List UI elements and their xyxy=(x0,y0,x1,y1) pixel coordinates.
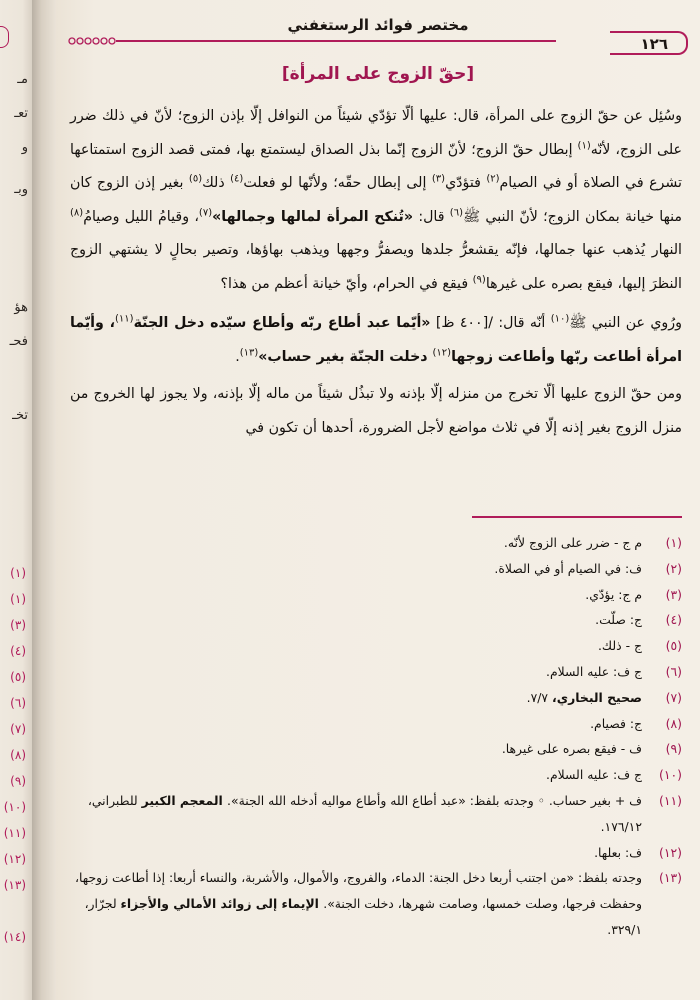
footnote-text xyxy=(70,865,642,942)
footnote-text: ج: فصيام. xyxy=(590,715,642,731)
footnote xyxy=(70,736,682,762)
footnote-number: (١٠) xyxy=(659,767,682,783)
footnote xyxy=(70,607,682,633)
paragraph xyxy=(70,100,682,301)
footnote-body: ف + بغير حساب. ◦ وجدته بلفظ: «عبد أطاع الله وأطاع مواليه أدخله الله الجنة». xyxy=(227,792,642,808)
footnote-text: ف: في الصيام أو في الصلاة. xyxy=(494,560,642,576)
adjacent-text-fragment: و xyxy=(21,140,28,155)
adjacent-text-fragment: تعـ xyxy=(14,106,28,121)
footnote-text: ج ف: عليه السلام. xyxy=(546,767,642,783)
adjacent-footnote-number: (٥) xyxy=(10,670,26,684)
footnote xyxy=(70,530,682,556)
adjacent-footnote-number: (٧) xyxy=(10,722,26,736)
adjacent-text-fragment: فحـ xyxy=(9,334,28,349)
running-title: مختصر فوائد الرستغفني xyxy=(287,16,469,34)
footnote-text xyxy=(70,685,642,711)
footnote-number: (١) xyxy=(665,535,682,550)
footnote-text: م ج - ضرر على الزوج لأنّه. xyxy=(503,535,642,550)
source-title: صحيح البخاري، xyxy=(552,689,642,705)
footnote-ref: (٣) xyxy=(431,173,446,185)
source-title: المعجم الكبير xyxy=(141,792,228,808)
footnote-text: ج ف: عليه السلام. xyxy=(546,663,642,679)
footnote xyxy=(70,762,682,788)
book-spine xyxy=(32,0,56,1000)
footnote xyxy=(70,582,682,608)
footnote-ref: (٨) xyxy=(70,206,84,218)
footnote-ref: (٩) xyxy=(472,273,486,285)
manuscript-folio-marker: أنّه قال: /[٤٠٠ ظ] xyxy=(430,315,551,331)
footnote-number: (٤) xyxy=(665,612,682,628)
hadith-quote: دخلت الجنّة بغير حساب» xyxy=(258,348,433,365)
adjacent-page-header-frame xyxy=(0,26,9,48)
footnote-number: (١٣) xyxy=(659,870,682,886)
page-number-frame xyxy=(610,31,688,55)
text-run: فتؤدّي xyxy=(445,175,487,191)
adjacent-text-fragment: هؤ xyxy=(14,300,28,315)
adjacent-page-edge xyxy=(0,0,32,1000)
main-text xyxy=(70,100,682,445)
footnotes xyxy=(70,530,682,943)
text-run: فيقع في الحرام، وأيّ خيانة أعظم من هذا؟ xyxy=(220,275,473,292)
hadith-quote: «أيّما عبد أطاع ربّه وأطاع سيّده دخل الجنّة xyxy=(133,315,431,331)
footnote-number: (٥) xyxy=(665,638,682,654)
footnote xyxy=(70,556,682,582)
source-title: الإيماء إلى زوائد الأمالي والأجزاء xyxy=(120,896,324,912)
footnote-separator xyxy=(472,516,682,518)
footnote xyxy=(70,633,682,659)
footnote-number: (١١) xyxy=(659,792,682,808)
adjacent-footnote-number: (١١) xyxy=(3,826,26,840)
header-ornament-icon xyxy=(64,33,120,49)
footnote xyxy=(70,788,682,840)
footnote-text: ف: بعلها. xyxy=(594,844,642,860)
footnote-ref: (١٣) xyxy=(239,346,259,358)
adjacent-footnote-number: (١) xyxy=(10,592,26,606)
adjacent-footnote-number: (١) xyxy=(10,566,26,580)
book-page xyxy=(56,0,700,1000)
footnote-ref: (٦) xyxy=(449,206,463,218)
hadith-quote: ، وأيّما امرأة أطاعت ربّها وأطاعت زوجها xyxy=(70,315,682,365)
adjacent-footnote-number: (١٠) xyxy=(3,800,26,814)
footnote-ref: (٢) xyxy=(486,173,500,185)
section-title: [حقّ الزوج على المرأة] xyxy=(281,64,475,84)
footnote-ref: (١٢) xyxy=(432,346,452,358)
text-run: قال: xyxy=(413,208,450,225)
text-run: إلى إبطال حقّه؛ ولأنّها لو فعلت xyxy=(243,175,432,191)
text-run: . xyxy=(235,348,240,365)
adjacent-footnote-number: (٦) xyxy=(10,696,26,710)
footnote-text: ج: صلّت. xyxy=(595,612,642,628)
text-run: وسُئِل عن حقّ الزوج على المرأة، قال: عليها ألّا تؤدّي شيئاً من النوافل إلّا بإذن الزوج؛ لأنّ في ذلك ضرر على الزوج، لأنّه xyxy=(70,108,682,158)
header-rule xyxy=(116,40,556,42)
footnote-number: (٩) xyxy=(665,741,682,757)
adjacent-footnote-number: (٨) xyxy=(10,748,26,762)
footnote xyxy=(70,685,682,711)
page-number: ١٢٦ xyxy=(640,35,668,53)
footnote-ref: (١) xyxy=(577,139,591,151)
adjacent-text-fragment: تخـ xyxy=(12,408,28,423)
source-ref: للطبراني، ١٧٦/١٢. xyxy=(87,792,642,834)
footnote-ref: (١٠) xyxy=(550,313,570,325)
adjacent-footnote-number: (١٣) xyxy=(3,878,26,892)
adjacent-footnote-number: (٩) xyxy=(10,774,26,788)
adjacent-footnote-number: (١٢) xyxy=(3,852,26,866)
adjacent-footnote-number: (١٤) xyxy=(3,930,26,944)
footnote-ref: (٧) xyxy=(198,206,213,218)
paragraph: ومن حقّ الزوج عليها ألّا تخرج من منزله إلّا بإذنه ولا تبذُل شيئاً من ماله إلّا بإذنه، ولا يجوز لها الخروج من منزل الزوج بغير إذنه إلّا في ثلاث مواضع لأجل الضرورة، أحدها أن تكون في xyxy=(70,386,682,436)
footnote-ref: (١١) xyxy=(115,313,134,325)
footnote-number: (٣) xyxy=(665,586,682,602)
footnote-body: وجدته بلفظ: «من اجتنب أربعا دخل الجنة: الدماء، والفروج، والأموال، والأشربة، والنساء أربعا: إذا أطاعت زوجها، وحفظت فرجها، وصلت خمسها، وصامت شهرها، دخلت الجنة». xyxy=(74,870,642,912)
footnote-text: م ج: يؤدّي. xyxy=(585,586,642,602)
text-run: إبطال حقّ الزوج؛ لأنّ الزوج إنّما بذل الصداق ليستمتع بها، فمتى قصد الزوج استمتاعها تشرع في الصلاة أو في الصيام xyxy=(70,141,682,191)
source-ref: لجرّار، ٣٢٩/١. xyxy=(84,896,642,937)
footnote-number: (٦) xyxy=(665,663,682,679)
footnote xyxy=(70,711,682,737)
adjacent-footnote-number: (٣) xyxy=(10,618,26,632)
footnote-number: (٨) xyxy=(665,715,682,731)
text-run: ورُوي عن النبي ﷺ xyxy=(569,315,682,331)
running-header xyxy=(56,12,700,52)
paragraph xyxy=(70,307,682,374)
adjacent-text-fragment: مـ xyxy=(17,72,28,87)
footnote-text: ف - فيقع بصره على غيرها. xyxy=(501,741,642,757)
footnote-number: (٧) xyxy=(665,689,682,705)
text-run: ، وقيامُ الليل وصيامُ xyxy=(83,208,199,225)
adjacent-footnote-number: (٤) xyxy=(10,644,26,658)
text-run: ذلك xyxy=(202,175,231,191)
footnote-text xyxy=(70,788,642,840)
footnote xyxy=(70,840,682,866)
footnote-ref: (٥) xyxy=(188,173,203,185)
footnote-number: (٢) xyxy=(665,560,682,576)
source-ref: ٧/٧. xyxy=(526,689,553,705)
adjacent-text-fragment: وبـ xyxy=(14,182,28,197)
footnote-text: ج - ذلك. xyxy=(597,638,642,654)
footnote-number: (١٢) xyxy=(659,844,682,860)
text-run: النهار يُذهب عنها جمالها، فإنّه يقشعرُّ جلدها ويصفرُّ وجهها ويذهب بهاؤها، وتصير بحالٍ لا يشتهي الزوج النظرَ إليها، فيقع بصره على غيرها xyxy=(70,242,682,292)
footnote-ref: (٤) xyxy=(230,173,244,185)
footnote xyxy=(70,659,682,685)
section-heading xyxy=(56,64,700,84)
footnote xyxy=(70,865,682,942)
text-run: بغير إذن الزوج كان منها خيانة بمكان الزوج؛ لأنّ النبي ﷺ xyxy=(70,175,682,225)
hadith-quote: «تُنكح المرأة لمالها وجمالها» xyxy=(212,208,414,225)
